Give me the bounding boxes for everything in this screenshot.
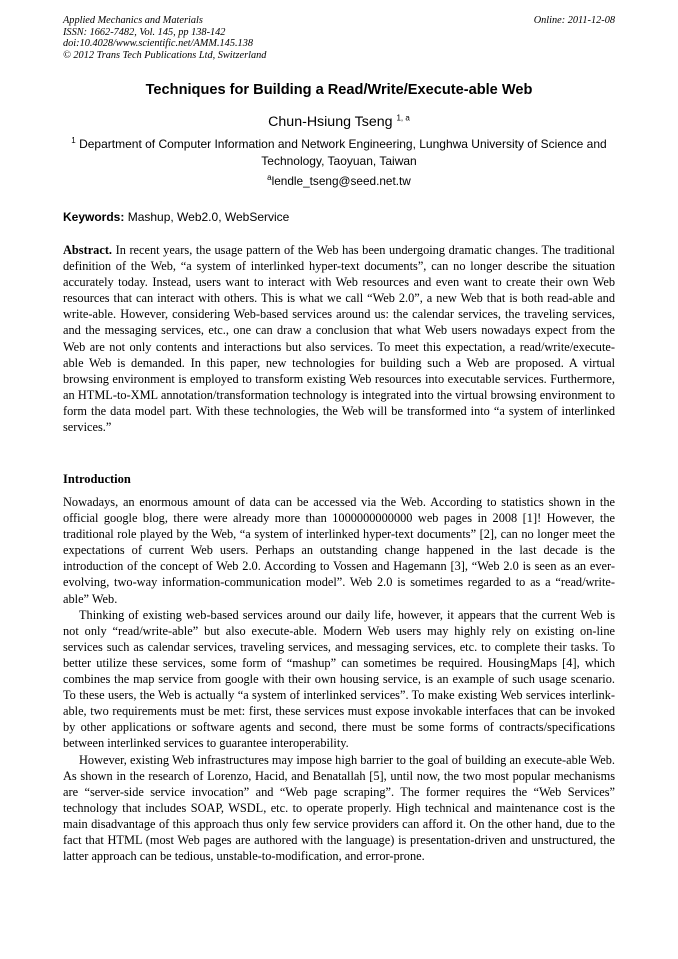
email-line [0, 174, 678, 188]
keywords-label: Keywords: [63, 210, 125, 224]
email-marker: a [267, 173, 272, 183]
author-line [0, 114, 678, 130]
doi-line: doi:10.4028/www.scientific.net/AMM.145.138 [63, 38, 253, 50]
email-address: lendle_tseng@seed.net.tw [271, 174, 411, 188]
author-affiliation-marker: 1, a [396, 113, 410, 123]
copyright-line: © 2012 Trans Tech Publications Ltd, Switzerland [63, 49, 267, 61]
abstract-label: Abstract. [63, 243, 113, 257]
keywords [63, 210, 615, 224]
affiliation-text: Department of Computer Information and Network Engineering, Lunghwa University of Science and Technology, Taoyuan, Taiwan [75, 137, 607, 168]
introduction-paragraph: However, existing Web infrastructures may impose high barrier to the goal of building an execute-able Web. As shown in the research of Lorenzo, Hacid, and Benatallah [5], until now, the two most popular mechanisms are “server-side service invocation” and “Web page scraping”. The former requires the “Web Services” technology that includes SOAP, WSDL, etc. to operate properly. High technical and maintenance cost is the main disadvantage of this approach thus only few service providers can afford it. On the other hand, due to the fact that HTML (most Web pages are authored with the language) is presentation-driven and unstructured, the latter approach can be tedious, unstable-to-modification, and error-prone. [63, 752, 615, 864]
keywords-text: Mashup, Web2.0, WebService [124, 210, 290, 224]
issn-line: ISSN: 1662-7482, Vol. 145, pp 138-142 [63, 26, 226, 38]
introduction-body [63, 494, 615, 864]
introduction-paragraph: Nowadays, an enormous amount of data can be accessed via the Web. According to statistics shown in the official google blog, there were already more than 1000000000000 web pages in 2008 [1]! However, the traditional role played by the Web, “a system of interlinked hyper-text documents” [2], can no longer meet the expectations of current Web users. Perhaps an outstanding change happened in the last decade is the introduction of the concept of Web 2.0. According to Vossen and Hagemann [3], “Web 2.0 is seen as an ever-evolving, two-way information-communication model”. Web 2.0 is sometimes regarded to as a “read/write-able” Web. [63, 495, 615, 606]
affiliation-marker: 1 [71, 136, 76, 145]
journal-header [63, 15, 615, 61]
journal-info [63, 15, 615, 61]
journal-name: Applied Mechanics and Materials [63, 15, 203, 26]
paper-title: Techniques for Building a Read/Write/Execute-able Web [145, 82, 533, 98]
abstract-text: In recent years, the usage pattern of the Web has been undergoing dramatic changes. The traditional definition of the Web, “a system of interlinked hyper-text documents”, can no longer describe the situation accurately today. Instead, users want to interact with Web resources and even want to create their own Web resources that can interact with others. This is what we call “Web 2.0”, a new Web that is both read-able and write-able. However, considering Web-based services around us: the calendar services, the traveling services, and the messaging services, etc., one can draw a conclusion that what Web users nowadays expect from the Web are not only contents and interactions but also services. To meet this expectation, a read/write/execute-able Web is demanded. In this paper, new technologies for building such a Web are proposed. A virtual browsing environment is employed to transform existing Web resources into executable services. Furthermore, an HTML-to-XML annotation/transformation technology is integrated into the virtual browsing environment to form the data model part. With these technologies, the Web will be transformed into “a system of interlinked services.” [63, 243, 615, 435]
affiliation [63, 136, 615, 169]
online-date: Online: 2011-12-08 [533, 15, 615, 26]
author-name: Chun-Hsiung Tseng [268, 114, 397, 130]
introduction-paragraph: Thinking of existing web-based services around our daily life, however, it appears that the current Web is not only “read/write-able” but also execute-able. Modern Web users may highly rely on existing on-line services such as calendar services, traveling services, and messaging services, etc. to complete their tasks. To better utilize these services, some form of “mashup” can sometimes be required. HousingMaps [4], which combines the map service from google with their own housing service, is an example of such usage scenario. To these users, the Web is actually “a system of interlinked services”. To make existing Web services interlink-able, two requirements must be met: first, these services must expose invokable interfaces that can be invoked by other applications or software agents and second, there must be some forms of contracts/specifications between interlinked services to guarantee interoperability. [63, 607, 615, 751]
section-heading-introduction: Introduction [63, 472, 131, 486]
abstract [63, 242, 615, 435]
